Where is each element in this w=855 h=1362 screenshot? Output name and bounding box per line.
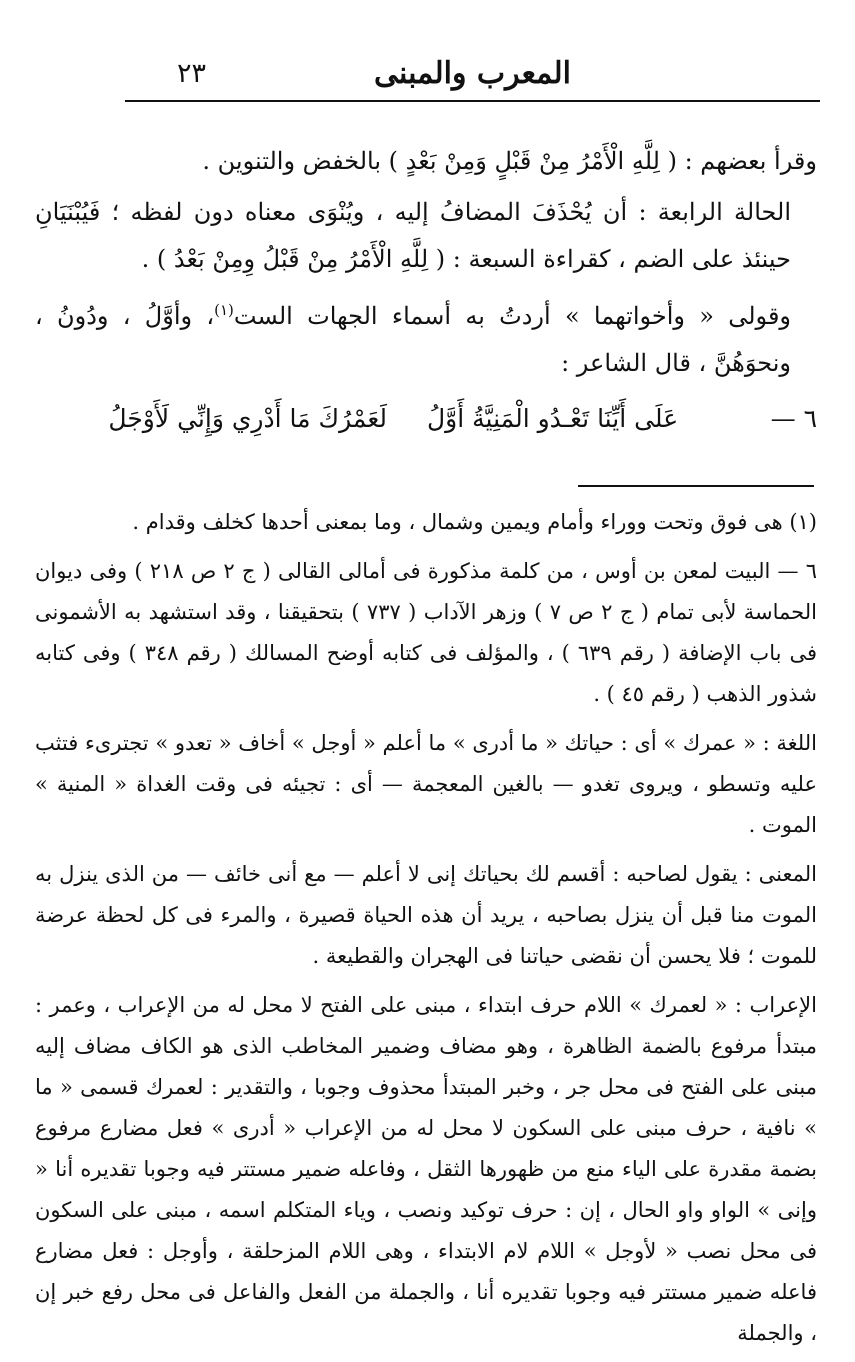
verse-first-hemistich: لَعَمْرُكَ مَا أَدْرِي وَإِنِّي لَأَوْجَلُ	[108, 404, 387, 433]
footnote-1: (١) هى فوق وتحت ووراء وأمام ويمين وشمال ، وما بمعنى أحدها كخلف وقدام .	[132, 510, 817, 534]
running-title: المعرب والمبنى	[374, 56, 571, 91]
footnote-marker: (١)	[214, 301, 234, 319]
poetry-verse	[35, 398, 817, 448]
verse-second-hemistich: عَلَى أَيِّنَا تَعْـدُو الْمَنِيَّةُ أَوَّلُ	[427, 404, 679, 433]
meaning-note: المعنى : يقول لصاحبه : أقسم لك بحياتك إنى لا أعلم — مع أنى خائف — من الذى ينزل به الموت منا قبل أن ينزل بصاحبه ، يريد أن هذه الحياة قصيرة ، والمرء فى كل لحظة عرضة للموت ؛ فلا يحسن أن نقضى حياتنا فى الهجران والقطيعة .	[35, 862, 817, 968]
main-text	[35, 138, 817, 391]
paragraph-sisters	[35, 287, 817, 387]
lexicon-note: اللغة : « عمرك » أى : حياتك « ما أدرى » ما أعلم « أوجل » أخاف « تعدو » تجترىء فتثب عليه وتسطو ، ويروى تغدو — بالغين المعجمة — أى : تجيئه فى وقت الغداة « المنية » الموت .	[35, 731, 817, 837]
footnote-separator	[578, 485, 814, 487]
paragraph-recitation: وقرأ بعضهم : ( لِلَّهِ الْأَمْرُ مِنْ قَبْلٍ وَمِنْ بَعْدٍ ) بالخفض والتنوين .	[202, 147, 817, 175]
footnotes	[35, 502, 817, 1362]
page-header	[125, 56, 820, 102]
paragraph-sisters-text-end: ، وأوَّلُ ، ودُونُ ، ونحوَهُنَّ ، قال الشاعر :	[35, 302, 791, 377]
verse-number: ٦ —	[770, 404, 817, 433]
paragraph-fourth-case: الحالة الرابعة : أن يُحْذَفَ المضافُ إليه ، ويُنْوَى معناه دون لفظه ؛ فَيُبْنَيَانِ حينئذ على الضم ، كقراءة السبعة : ( لِلَّهِ الْأَمْرُ مِنْ قَبْلُ وِمِنْ بَعْدُ ) .	[35, 198, 791, 273]
verse-source-note: ٦ — البيت لمعن بن أوس ، من كلمة مذكورة فى أمالى القالى ( ج ٢ ص ٢١٨ ) وفى ديوان الحماسة لأبى تمام ( ج ٢ ص ٧ ) وزهر الآداب ( ٧٣٧ ) بتحقيقنا ، وقد استشهد به الأشمونى فى باب الإضافة ( رقم ٦٣٩ ) ، والمؤلف فى كتابه أوضح المسالك ( رقم ٣٤٨ ) وفى كتابه شذور الذهب ( رقم ٤٥ ) .	[35, 559, 818, 706]
paragraph-sisters-text: وقولى « وأخواتهما » أردتُ به أسماء الجهات الست	[233, 302, 791, 330]
parsing-note: الإعراب : « لعمرك » اللام حرف ابتداء ، مبنى على الفتح لا محل له من الإعراب ، وعمر : مبتدأ مرفوع بالضمة الظاهرة ، وهو مضاف وضمير المخاطب الذى هو الكاف مضاف إليه مبنى على الفتح فى محل جر ، وخبر المبتدأ محذوف وجوبا ، والتقدير : لعمرك قسمى « ما » نافية ، حرف مبنى على السكون لا محل له من الإعراب « أدرى » فعل مضارع مرفوع بضمة مقدرة على الياء منع من ظهورها الثقل ، وفاعله ضمير مستتر فيه وجوبا تقديره أنا « وإنى » الواو واو الحال ، إن : حرف توكيد ونصب ، وياء المتكلم اسمه ، مبنى على السكون فى محل نصب « لأوجل » اللام لام الابتداء ، وهى اللام المزحلقة ، وأوجل : فعل مضارع فاعله ضمير مستتر فيه وجوبا تقديره أنا ، والجملة من الفعل والفاعل فى محل رفع خبر إن ، والجملة	[35, 993, 817, 1345]
page-number: ٢٣	[177, 58, 207, 89]
